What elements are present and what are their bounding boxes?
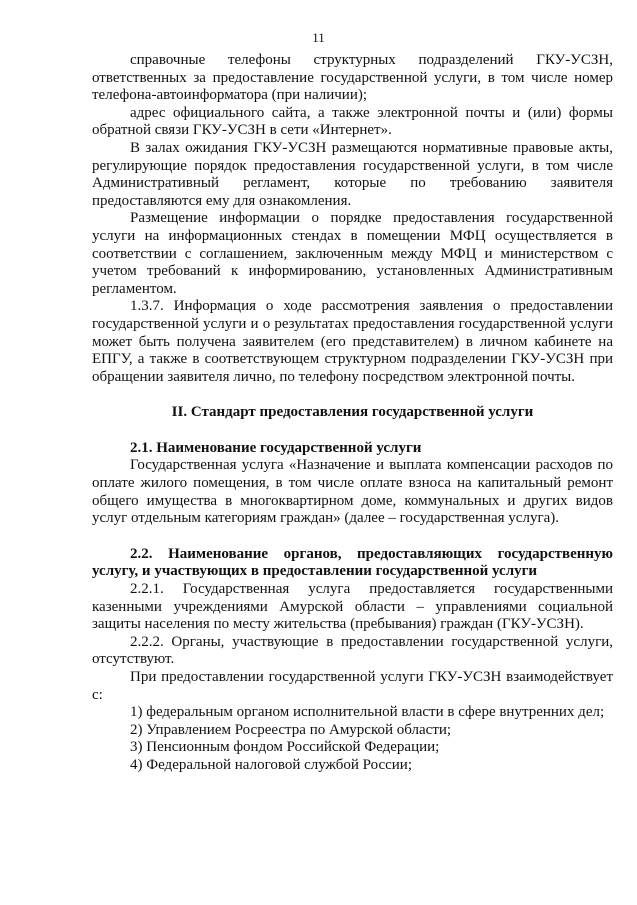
paragraph-2-2-1: 2.2.1. Государственная услуга предоставляется государственными казенными учреждениями Амурской области – управлениями социальной защиты населения по месту жительства (пребывания) граждан (ГКУ-УСЗН). [92, 581, 613, 633]
section-title: II. Стандарт предоставления государственной услуги [171, 404, 534, 421]
paragraph-interaction: При предоставлении государственной услуги ГКУ-УСЗН взаимодействует с: [92, 669, 613, 703]
paragraph-waiting-rooms: В залах ожидания ГКУ-УСЗН размещаются нормативные правовые акты, регулирующие порядок предоставления государственной услуги, в том числе Административный регламент, которые по требованию заявителя предоставляются ему для ознакомления. [92, 139, 613, 209]
paragraph-2-2-2: 2.2.2. Органы, участвующие в предоставлении государственной услуги, отсутствуют. [92, 633, 613, 668]
paragraph-phones: справочные телефоны структурных подразделений ГКУ-УСЗН, ответственных за предоставление государственной услуги, в том числе номер телефона-автоинформатора (при наличии); [92, 52, 613, 104]
paragraph-service-name: Государственная услуга «Назначение и выплата компенсации расходов по оплате жилого помещения, в том числе оплате взноса на капитальный ремонт общего имущества в многоквартирном доме, коммунальных и других видов услуг отдельным категориям граждан» (далее – государственная услуга). [92, 457, 613, 527]
page-content [92, 52, 613, 775]
page-number: 11 [312, 30, 325, 45]
list-item: 2) Управлением Росреестра по Амурской области; [130, 721, 452, 738]
heading-2-1: 2.1. Наименование государственной услуги [130, 439, 422, 456]
paragraph-1-3-7: 1.3.7. Информация о ходе рассмотрения заявления о предоставлении государственной услуги и о результатах предоставления государственной услуги может быть получена заявителем (его представителем) в личном кабинете на ЕПГУ, а также в соответствующем структурном подразделении ГКУ-УСЗН при обращении заявителя лично, по телефону посредством электронной почты. [92, 298, 613, 385]
list-item: 3) Пенсионным фондом Российской Федерации; [130, 739, 440, 756]
list-item: 4) Федеральной налоговой службой России; [130, 756, 413, 773]
heading-2-2: 2.2. Наименование органов, предоставляющих государственную услугу, и участвующих в предоставлении государственной услуги [92, 545, 613, 580]
paragraph-mfc-stands: Размещение информации о порядке предоставления государственной услуги на информационных стендах в помещении МФЦ осуществляется в соответствии с соглашением, заключенным между МФЦ и министерством с учетом требований к информированию, установленных Административным регламентом. [92, 210, 613, 297]
list-item: 1) федеральным органом исполнительной власти в сфере внутренних дел; [130, 704, 605, 721]
paragraph-website: адрес официального сайта, а также электронной почты и (или) формы обратной связи ГКУ-УСЗН в сети «Интернет». [92, 104, 613, 139]
